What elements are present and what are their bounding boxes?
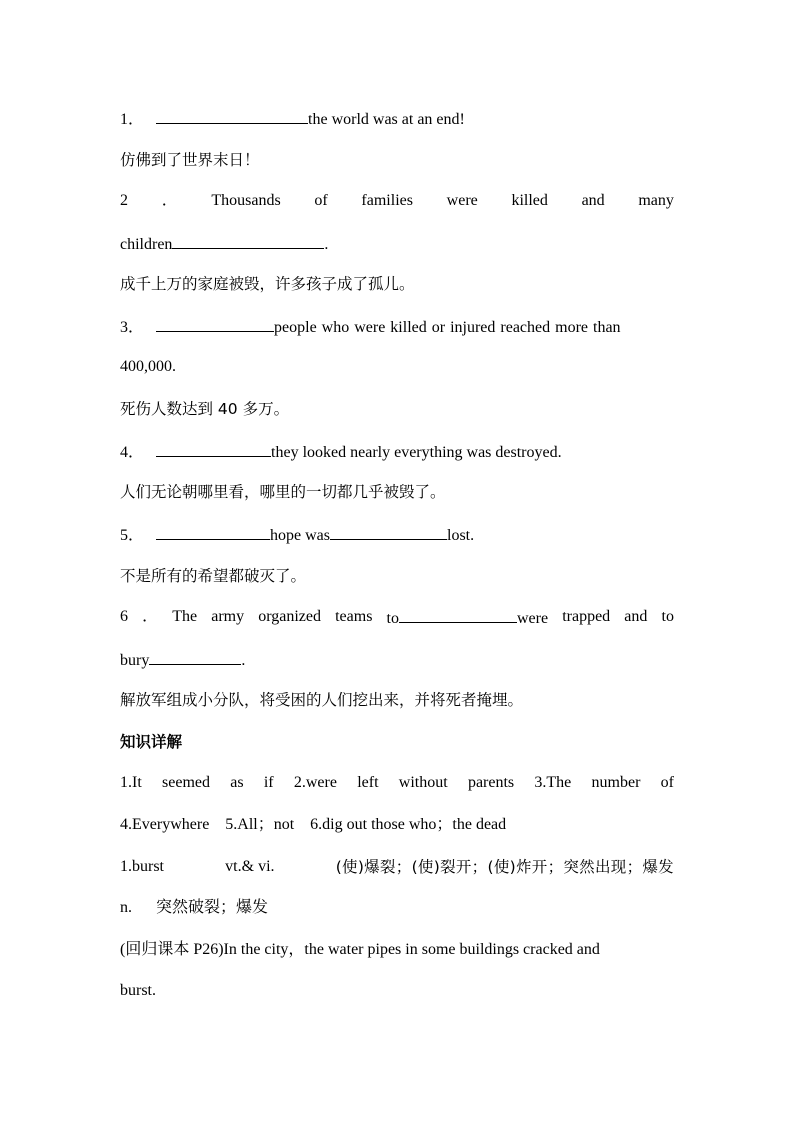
word: Thousands bbox=[211, 192, 281, 209]
item-3-sentence-cont: 400,000. bbox=[120, 358, 176, 375]
item-2-sentence bbox=[120, 190, 674, 212]
answer-word: 1.It bbox=[120, 774, 142, 791]
answer-blank[interactable] bbox=[399, 606, 517, 623]
answer-blank[interactable] bbox=[156, 523, 270, 540]
answer-word: seemed bbox=[162, 774, 211, 791]
answer-word: 3.The bbox=[534, 774, 572, 791]
item-6-sentence-cont bbox=[120, 648, 674, 670]
word: were bbox=[446, 192, 478, 209]
word: trapped bbox=[562, 608, 611, 625]
answer-blank[interactable] bbox=[156, 440, 271, 457]
answer-word: of bbox=[660, 774, 674, 791]
item-1-translation: 仿佛到了世界末日！ bbox=[120, 151, 260, 169]
answer-blank[interactable] bbox=[172, 232, 324, 249]
item-3-sentence bbox=[120, 315, 674, 337]
answer-word: as bbox=[230, 774, 244, 791]
answer-blank[interactable] bbox=[156, 315, 274, 332]
word: organized bbox=[258, 608, 321, 625]
sentence-text: bury bbox=[120, 652, 150, 669]
word: and bbox=[624, 608, 648, 625]
answer-word: without bbox=[398, 774, 448, 791]
vocab-example: (回归课本 P26)In the city，the water pipes in some buildings cracked and bbox=[120, 941, 600, 958]
word: of bbox=[314, 192, 328, 209]
answer-word: left bbox=[357, 774, 379, 791]
item-2-sentence-cont bbox=[120, 232, 674, 254]
sentence-text: people who were killed or injured reached more than bbox=[274, 319, 621, 336]
item-6-translation: 解放军组成小分队，将受困的人们挖出来，并将死者掩埋。 bbox=[120, 691, 524, 709]
word-with-blank bbox=[387, 606, 549, 628]
answer-word: number bbox=[591, 774, 641, 791]
item-5-sentence bbox=[120, 523, 674, 545]
answer-word: if bbox=[263, 774, 274, 791]
word: ． bbox=[161, 192, 178, 209]
answer-blank[interactable] bbox=[330, 523, 447, 540]
item-6-sentence bbox=[120, 606, 674, 628]
word: to bbox=[661, 608, 674, 625]
item-number: 5． bbox=[120, 527, 145, 544]
answer-blank[interactable] bbox=[149, 648, 241, 665]
word: 2 bbox=[120, 192, 128, 209]
item-1-sentence bbox=[120, 107, 674, 129]
word: families bbox=[361, 192, 413, 209]
sentence-text: . bbox=[241, 652, 246, 669]
item-5-translation: 不是所有的希望都破灭了。 bbox=[120, 567, 307, 585]
word: killed bbox=[511, 192, 548, 209]
word: to bbox=[386, 610, 399, 627]
word: army bbox=[211, 608, 245, 625]
answer-word: parents bbox=[467, 774, 515, 791]
vocab-line-2: n. 突然破裂；爆发 bbox=[120, 899, 269, 916]
item-4-translation: 人们无论朝哪里看，哪里的一切都几乎被毁了。 bbox=[120, 483, 446, 501]
word: many bbox=[638, 192, 674, 209]
answer-word: 2.were bbox=[293, 774, 337, 791]
item-number: 1． bbox=[120, 111, 145, 128]
sentence-text: the world was at an end! bbox=[308, 111, 465, 128]
word: teams bbox=[335, 608, 373, 625]
item-4-sentence bbox=[120, 440, 674, 462]
vocab-word: 1.burst bbox=[120, 858, 164, 875]
item-3-translation: 死伤人数达到 40 多万。 bbox=[120, 400, 290, 418]
sentence-text: they looked nearly everything was destroyed. bbox=[271, 444, 562, 461]
word: 6 bbox=[120, 608, 128, 625]
answers-line-2: 4.Everywhere 5.All；not 6.dig out those who；the dead bbox=[120, 816, 507, 833]
vocab-meaning: (使)爆裂；(使)裂开；(使)炸开；突然出现；爆发 bbox=[335, 858, 674, 876]
vocab-line-1 bbox=[120, 856, 674, 878]
answers-line-1 bbox=[120, 772, 674, 794]
word: and bbox=[581, 192, 605, 209]
sentence-text: lost. bbox=[447, 527, 475, 544]
sentence-text: . bbox=[324, 236, 329, 253]
sentence-text: children bbox=[120, 236, 173, 253]
word: The bbox=[172, 608, 198, 625]
sentence-text: hope was bbox=[270, 527, 330, 544]
word: were bbox=[517, 610, 549, 627]
section-title: 知识详解 bbox=[120, 733, 183, 751]
vocab-pos: vt.& vi. bbox=[225, 858, 275, 875]
word: ． bbox=[142, 608, 159, 625]
item-2-translation: 成千上万的家庭被毁，许多孩子成了孤儿。 bbox=[120, 275, 415, 293]
answer-blank[interactable] bbox=[156, 107, 308, 124]
item-number: 4． bbox=[120, 444, 145, 461]
vocab-example-cont: burst. bbox=[120, 982, 156, 999]
item-number: 3． bbox=[120, 319, 145, 336]
